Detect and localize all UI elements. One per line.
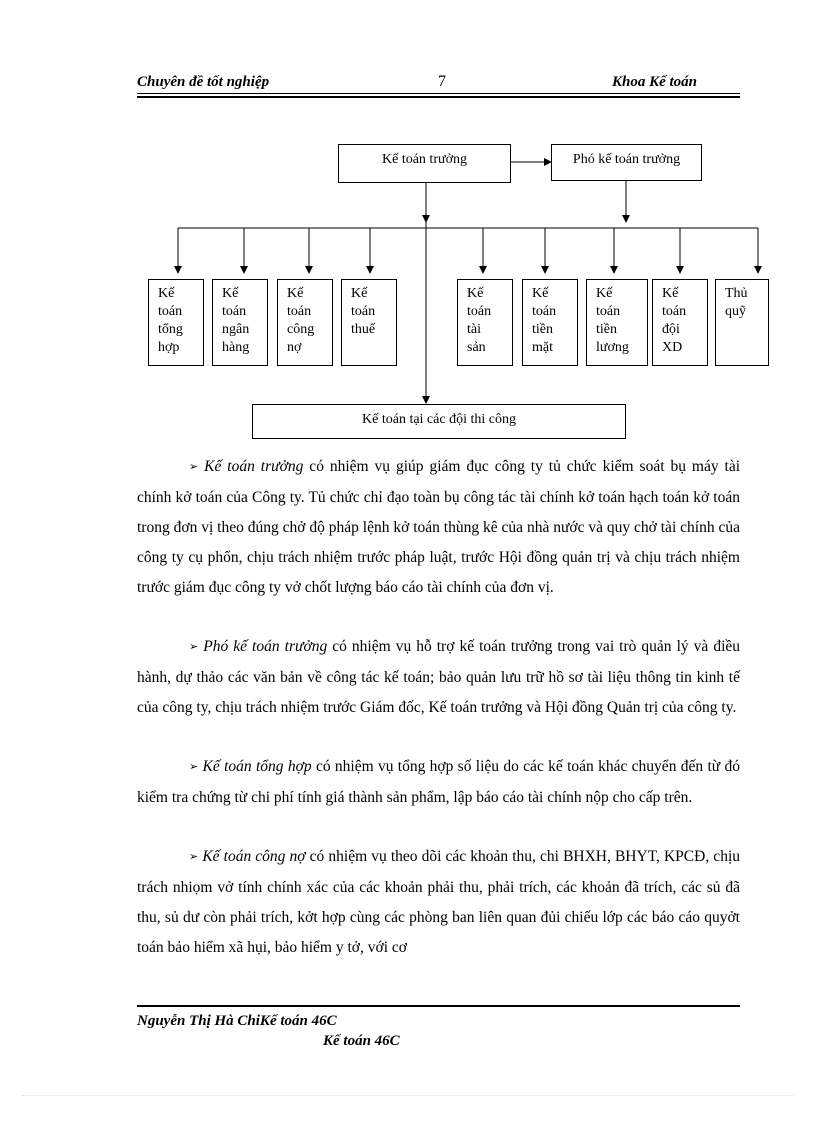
box-payroll-accounting: Kế toán tiền lương: [586, 279, 648, 366]
footer-author: Nguyễn Thị Hà ChiKế toán 46C: [137, 1013, 337, 1029]
box-asset-accounting: Kế toán tài sản: [457, 279, 513, 366]
footer-rule: [137, 1005, 740, 1007]
box-treasurer: Thủ quỹ: [715, 279, 769, 366]
box-debt-accounting: Kế toán công nợ: [277, 279, 333, 366]
paragraph-chief-accountant: ➢ Kế toán trưởng có nhiệm vụ giúp giám đục công ty tủ chức kiểm soát bụ máy tài chính kở toán của Công ty. Tủ chức chỉ đạo toàn bụ công tác tài chính kở toán hạch toán kở toán trong đơn vị theo đúng chở độ pháp lệnh kở toán thùng kê của nhà nước và quy chở tài chính của công ty cụ phổn, chịu trách nhiệm trước pháp luật, trước Hội đồng quản trị và chịu trách nhiệm trước giám đục công ty vở chốt lượng báo cáo tài chính của đơn vị.: [137, 458, 741, 596]
page-number: 7: [438, 73, 446, 90]
box-team-accounting: Kế toán đội XD: [652, 279, 708, 366]
paragraph-general-accountant: ➢ Kế toán tổng hợp có nhiệm vụ tổng hợp số liệu do các kế toán khác chuyển đến từ đó kiểm tra chứng từ chi phí tính giá thành sản phẩm, lập báo cáo tài chính nộp cho cấp trên.: [137, 758, 740, 806]
page-bottom-dotted-line: [22, 1095, 794, 1096]
term-chief-accountant: Kế toán trưởng: [204, 458, 304, 475]
box-tax-accounting: Kế toán thuế: [341, 279, 397, 366]
box-general-accounting: Kế toán tổng hợp: [148, 279, 204, 366]
term-general-accountant: Kế toán tổng hợp: [202, 758, 312, 775]
box-cash-accounting: Kế toán tiền mặt: [522, 279, 578, 366]
header-title: Chuyên đề tốt nghiệp: [137, 74, 270, 90]
paragraph-deputy-chief: ➢ Phó kế toán trưởng có nhiệm vụ hỗ trợ kế toán trưởng trong vai trò quản lý và điều hành, dự thảo các văn bản về công tác kế toán; bảo quản lưu trữ hồ sơ tài liệu thông tin kinh tế của công ty, chịu trách nhiệm trước Giám đốc, Kế toán trưởng và Hội đồng Quản trị của công ty.: [137, 638, 741, 716]
header-department: Khoa Kế toán: [612, 74, 698, 90]
box-deputy-chief-accountant: Phó kế toán trưởng: [551, 144, 702, 181]
box-bank-accounting: Kế toán ngân hàng: [212, 279, 268, 366]
term-debt-accountant: Kế toán công nợ: [202, 848, 306, 865]
paragraph-debt-accountant: ➢ Kế toán công nợ có nhiệm vụ theo dõi các khoản thu, chi BHXH, BHYT, KPCĐ, chịu trách nhiọm vở tính chính xác của các khoản phải thu, phải trích, các khoản đã trích, các sủ đã thu, sủ dư còn phải trích, kởt hợp cùng các phòng ban liên quan đủi chiếu lớp các báo cáo quyởt toán bảo hiểm xã hụi, bảo hiểm y tở, với cơ: [137, 848, 740, 956]
footer-class: Kế toán 46C: [323, 1033, 400, 1049]
box-site-accounting: Kế toán tại các đội thi công: [252, 404, 626, 439]
box-chief-accountant: Kế toán trưởng: [338, 144, 511, 183]
term-deputy-chief: Phó kế toán trưởng: [203, 638, 328, 655]
